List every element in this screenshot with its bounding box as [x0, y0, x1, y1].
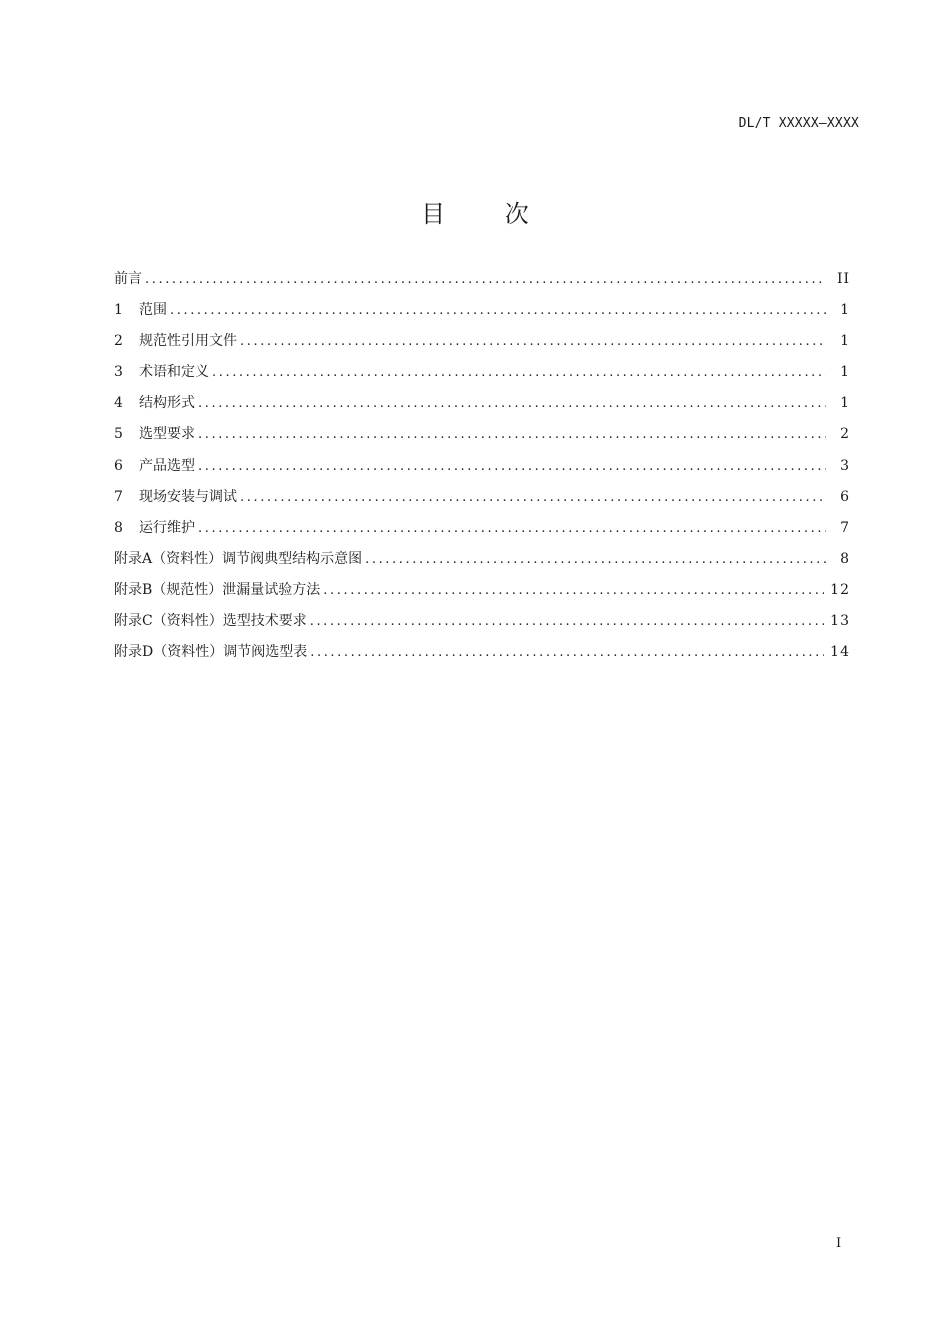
table-of-contents	[114, 268, 850, 672]
toc-entry-page: 3	[840, 457, 850, 474]
dot-leader	[310, 642, 824, 664]
toc-entry[interactable]	[114, 517, 850, 548]
dot-leader	[323, 580, 824, 602]
toc-entry-page: 1	[840, 302, 850, 319]
dot-leader	[198, 424, 826, 446]
page-number: I	[836, 1236, 842, 1251]
toc-entry-title: 运行维护	[139, 519, 195, 536]
standard-code: DL/T XXXXX—XXXX	[738, 116, 859, 131]
dot-leader	[365, 549, 826, 571]
toc-entry-title: 附录B（规范性）泄漏量试验方法	[114, 581, 321, 598]
toc-entry-page: II	[836, 271, 850, 287]
toc-entry-title: 附录D（资料性）调节阀选型表	[114, 644, 308, 661]
toc-entry-title: 选型要求	[139, 426, 195, 443]
toc-entry-page: 13	[830, 613, 850, 630]
toc-entry[interactable]	[114, 299, 850, 330]
toc-entry-number: 4	[114, 395, 123, 412]
toc-entry-page: 1	[840, 333, 850, 350]
toc-entry[interactable]	[114, 548, 850, 579]
toc-entry-page: 2	[840, 426, 850, 443]
toc-entry-page: 1	[840, 395, 850, 412]
toc-entry[interactable]	[114, 486, 850, 517]
toc-entry-number: 6	[114, 457, 123, 474]
toc-entry-page: 1	[840, 364, 850, 381]
toc-entry-page: 8	[840, 550, 850, 567]
dot-leader	[170, 300, 826, 322]
toc-entry-title: 现场安装与调试	[139, 488, 237, 505]
toc-entry[interactable]	[114, 579, 850, 610]
toc-entry-title: 范围	[139, 302, 167, 319]
toc-entry-title: 结构形式	[139, 395, 195, 412]
dot-leader	[198, 518, 826, 540]
toc-entry[interactable]	[114, 268, 850, 299]
toc-entry[interactable]	[114, 392, 850, 423]
dot-leader	[145, 269, 826, 291]
toc-entry[interactable]	[114, 610, 850, 641]
toc-entry-page: 14	[830, 644, 850, 661]
toc-entry-title: 前言	[114, 271, 142, 287]
toc-entry-title: 附录A（资料性）调节阀典型结构示意图	[114, 550, 363, 567]
toc-entry-title: 附录C（资料性）选型技术要求	[114, 613, 307, 630]
toc-entry-title: 规范性引用文件	[139, 333, 237, 350]
toc-entry-title: 产品选型	[139, 457, 195, 474]
toc-entry-title: 术语和定义	[139, 364, 209, 381]
toc-entry-number: 7	[114, 488, 123, 505]
toc-entry-number: 3	[114, 364, 123, 381]
toc-entry-number: 8	[114, 519, 123, 536]
toc-entry[interactable]	[114, 423, 850, 454]
dot-leader	[198, 456, 826, 478]
dot-leader	[310, 611, 824, 633]
toc-entry-number: 5	[114, 426, 123, 443]
toc-entry-page: 6	[840, 488, 850, 505]
toc-entry-page: 12	[830, 581, 850, 598]
dot-leader	[212, 362, 826, 384]
toc-entry[interactable]	[114, 330, 850, 361]
dot-leader	[198, 393, 826, 415]
toc-entry-number: 1	[114, 302, 123, 319]
toc-entry-page: 7	[840, 519, 850, 536]
dot-leader	[240, 331, 826, 353]
toc-title: 目 次	[421, 200, 555, 228]
toc-entry[interactable]	[114, 641, 850, 672]
toc-entry[interactable]	[114, 361, 850, 392]
toc-entry[interactable]	[114, 455, 850, 486]
toc-entry-number: 2	[114, 333, 123, 350]
dot-leader	[240, 487, 826, 509]
